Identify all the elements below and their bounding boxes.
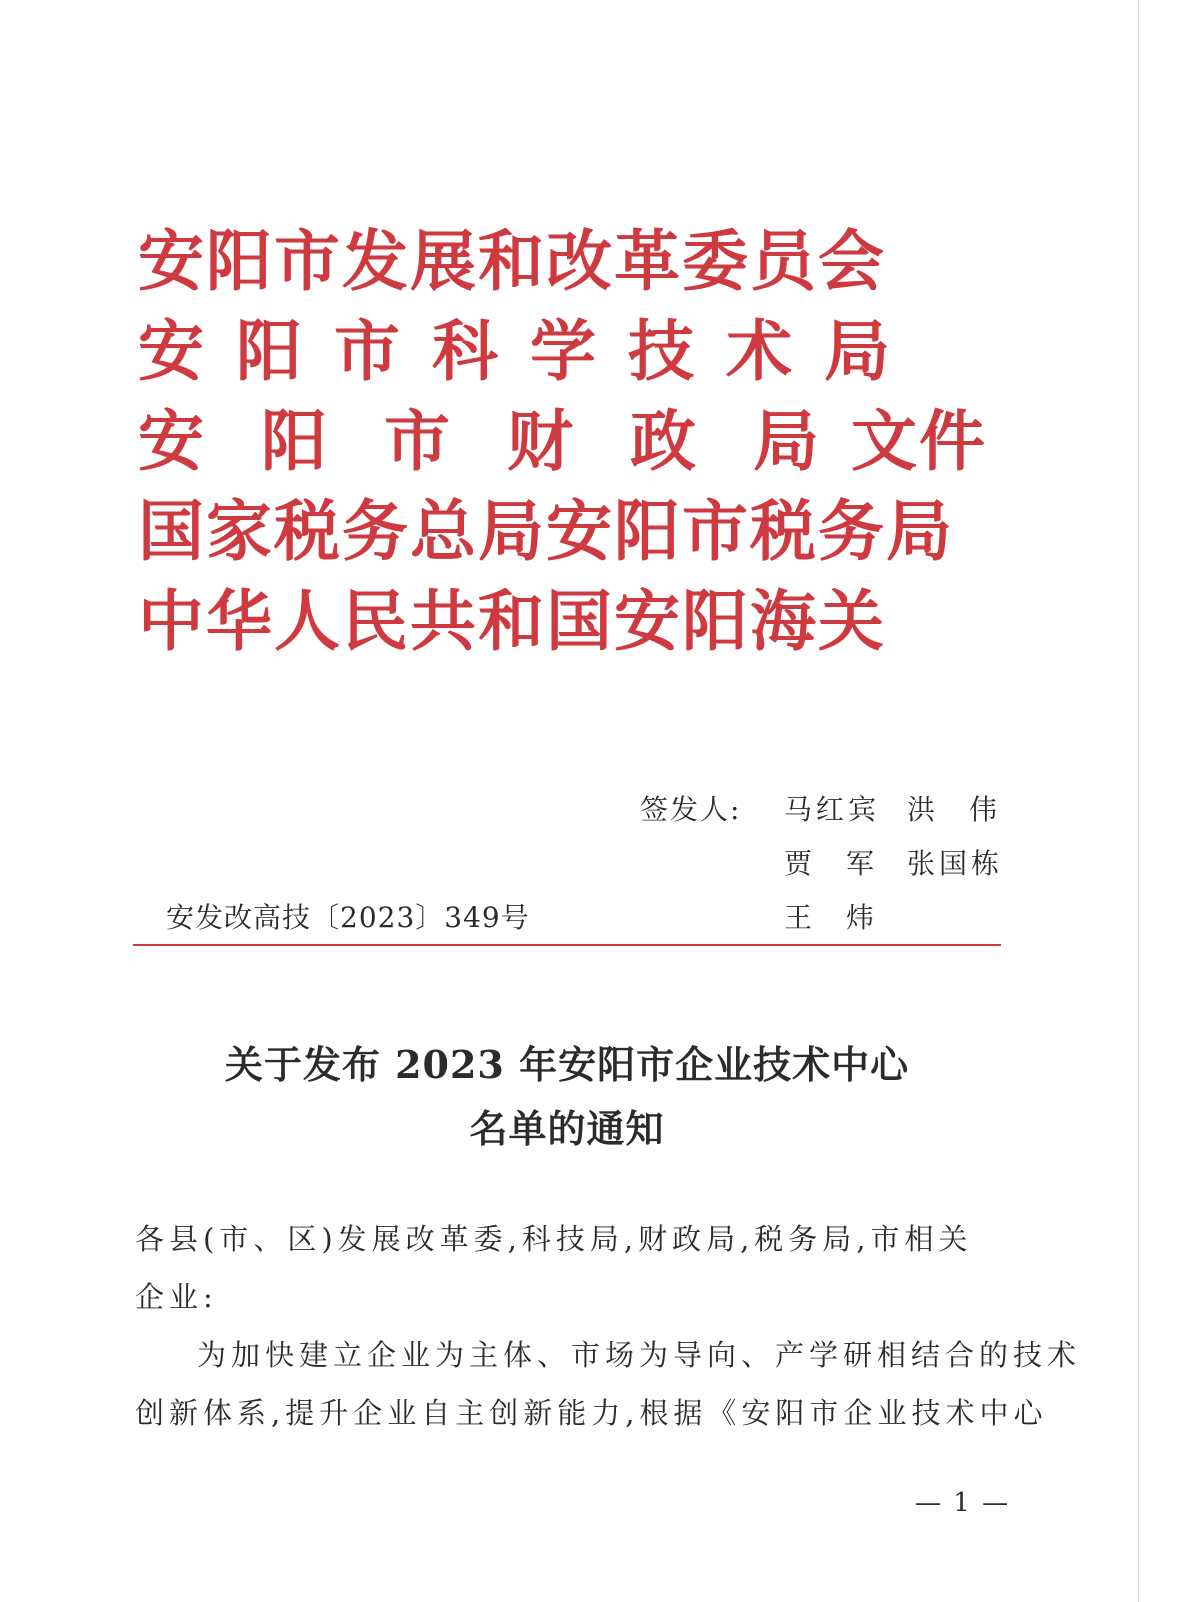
signer-label: 签发人: (640, 793, 742, 826)
signer-name: 马红宾 (784, 793, 881, 826)
scan-edge-line (1138, 0, 1139, 1602)
document-title (133, 1033, 1001, 1161)
agency-line-3 (138, 396, 988, 486)
signer-name: 洪伟 (907, 793, 1032, 826)
signer-name: 贾军 (784, 847, 909, 880)
agency-line-3-main: 安阳市财政局 (138, 402, 876, 480)
agency-line-4: 国家税务总局安阳市税务局 (138, 492, 954, 570)
agency-line-1: 安阳市发展和改革委员会 (138, 222, 886, 300)
red-separator-line (133, 944, 1001, 946)
agency-line-3-suffix: 文件 (851, 402, 987, 480)
document-number: 安发改高技〔2023〕349号 (166, 901, 530, 934)
title-line-1: 关于发布 2023 年安阳市企业技术中心 (224, 1042, 910, 1087)
agency-line-2: 安阳市科学技术局 (138, 312, 922, 390)
signer-name: 张国栋 (907, 847, 1004, 880)
title-line-2: 名单的通知 (469, 1106, 665, 1151)
body-line-1: 各县(市、区)发展改革委,科技局,财政局,税务局,市相关 (135, 1222, 973, 1256)
issuing-agencies-header (138, 216, 988, 666)
page-number: — 1 — (915, 1488, 1011, 1518)
body-line-3: 为加快建立企业为主体、市场为导向、产学研相结合的技术 (197, 1338, 1082, 1372)
signer-name: 王炜 (784, 901, 909, 934)
document-body (135, 1210, 1082, 1442)
body-line-4: 创新体系,提升企业自主创新能力,根据《安阳市企业技术中心 (135, 1396, 1048, 1430)
agency-line-5: 中华人民共和国安阳海关 (138, 582, 886, 660)
body-line-2: 企业: (135, 1280, 218, 1314)
